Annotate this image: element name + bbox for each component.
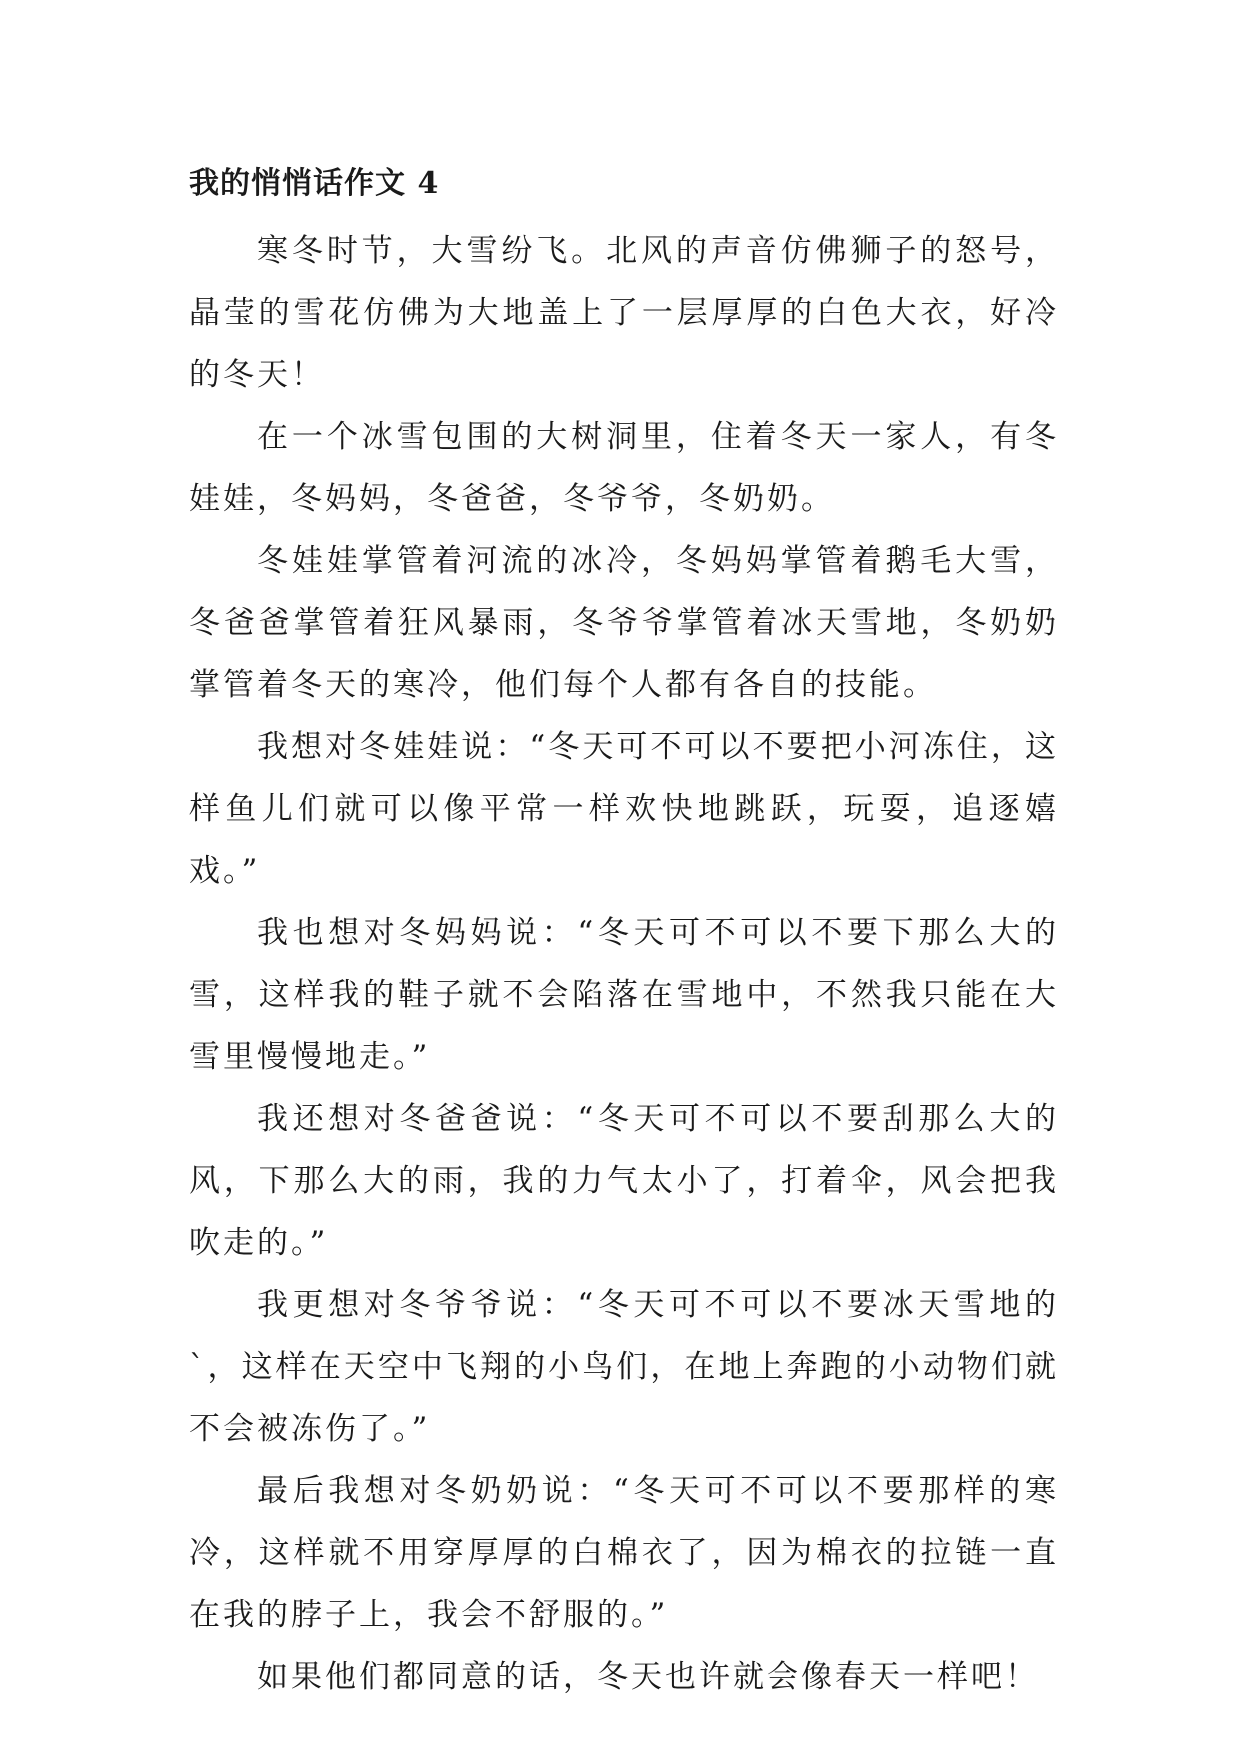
- paragraph: 如果他们都同意的话，冬天也许就会像春天一样吧！: [257, 1659, 1039, 1695]
- paragraph: 冬娃娃掌管着河流的冰冷，冬妈妈掌管着鹅毛大雪，冬爸爸掌管着狂风暴雨，冬爷爷掌管着冰天雪地，冬奶奶掌管着冬天的寒冷，他们每个人都有各自的技能。: [189, 543, 1059, 703]
- document-page: [189, 164, 1059, 1708]
- paragraph: 寒冬时节，大雪纷飞。北风的声音仿佛狮子的怒号，晶莹的雪花仿佛为大地盖上了一层厚厚的白色大衣，好冷的冬天！: [189, 233, 1059, 393]
- paragraph: 我想对冬娃娃说：“冬天可不可以不要把小河冻住，这样鱼儿们就可以像平常一样欢快地跳跃，玩耍，追逐嬉戏。”: [189, 729, 1059, 889]
- document-title: 我的悄悄话作文 4: [189, 166, 440, 201]
- paragraph: 在一个冰雪包围的大树洞里，住着冬天一家人，有冬娃娃，冬妈妈，冬爸爸，冬爷爷，冬奶奶。: [189, 419, 1059, 517]
- paragraph: 最后我想对冬奶奶说：“冬天可不可以不要那样的寒冷，这样就不用穿厚厚的白棉衣了，因为棉衣的拉链一直在我的脖子上，我会不舒服的。”: [189, 1473, 1059, 1633]
- paragraph: 我还想对冬爸爸说：“冬天可不可以不要刮那么大的风，下那么大的雨，我的力气太小了，打着伞，风会把我吹走的。”: [189, 1101, 1059, 1261]
- paragraph: 我更想对冬爷爷说：“冬天可不可以不要冰天雪地的`，这样在天空中飞翔的小鸟们，在地上奔跑的小动物们就不会被冻伤了。”: [189, 1287, 1059, 1447]
- paragraph: 我也想对冬妈妈说：“冬天可不可以不要下那么大的雪，这样我的鞋子就不会陷落在雪地中，不然我只能在大雪里慢慢地走。”: [189, 915, 1059, 1075]
